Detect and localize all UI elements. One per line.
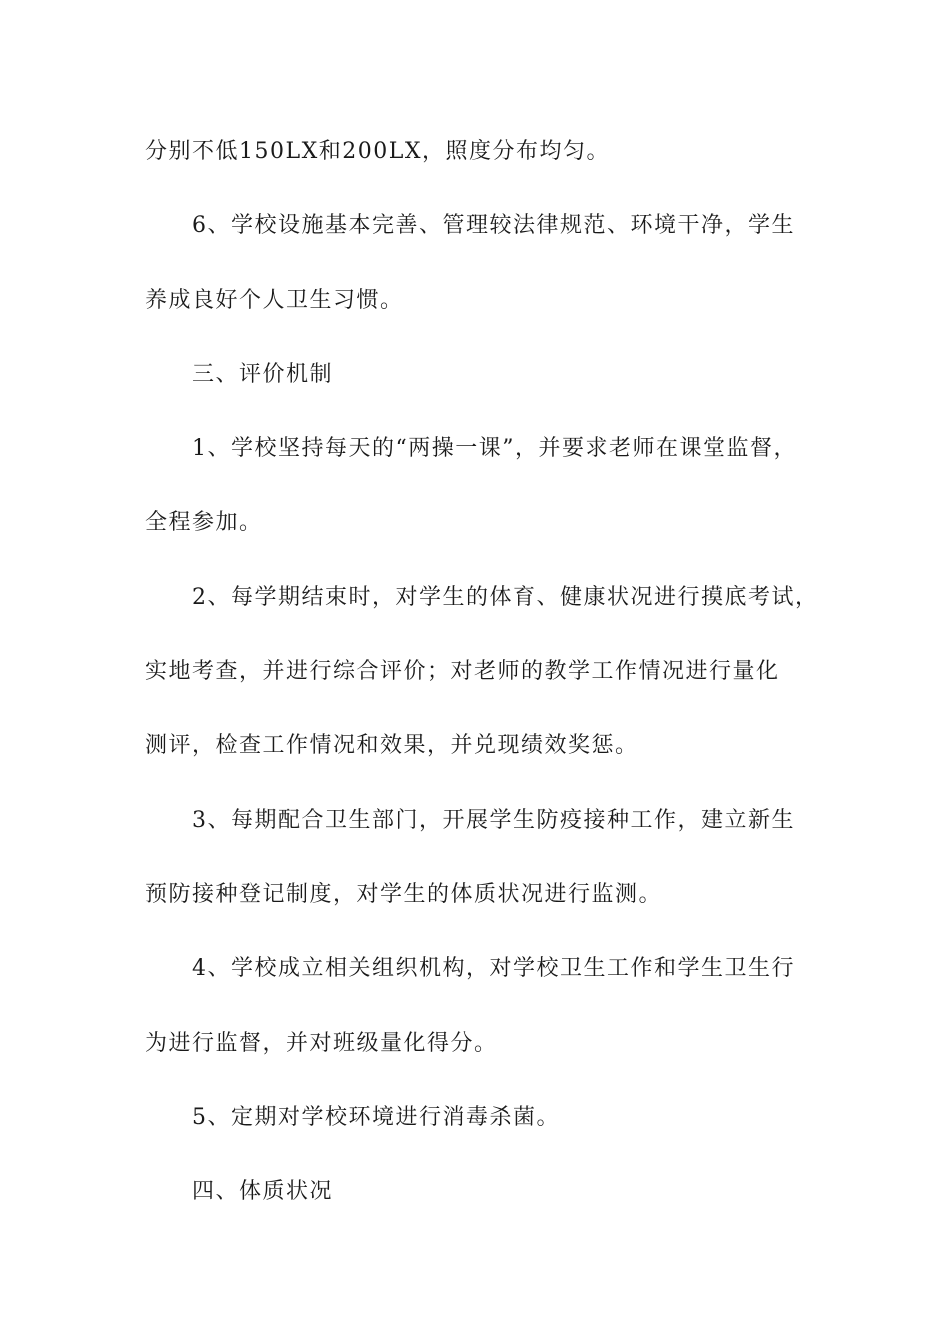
paragraph-line: 6、学校设施基本完善、管理较法律规范、环境干净，学生 bbox=[192, 213, 795, 239]
paragraph-line: 3、每期配合卫生部门，开展学生防疫接种工作，建立新生 bbox=[192, 807, 795, 833]
text-line: 实地考查，并进行综合评价；对老师的教学工作情况进行量化 bbox=[145, 659, 780, 685]
text-line: 为进行监督，并对班级量化得分。 bbox=[145, 1030, 498, 1056]
text-line: 分别不低150LX和200LX，照度分布均匀。 bbox=[145, 139, 611, 164]
text-line: 养成良好个人卫生习惯。 bbox=[145, 287, 404, 313]
paragraph-line: 4、学校成立相关组织机构，对学校卫生工作和学生卫生行 bbox=[192, 956, 795, 982]
paragraph-line: 2、每学期结束时，对学生的体育、健康状况进行摸底考试， bbox=[192, 584, 819, 610]
paragraph-line: 5、定期对学校环境进行消毒杀菌。 bbox=[192, 1104, 560, 1130]
text-line: 测评，检查工作情况和效果，并兑现绩效奖惩。 bbox=[145, 733, 639, 759]
document-body bbox=[145, 130, 819, 1244]
section-heading: 三、评价机制 bbox=[192, 361, 334, 387]
text-line: 全程参加。 bbox=[145, 510, 263, 536]
section-heading: 四、体质状况 bbox=[192, 1179, 334, 1205]
text-line: 预防接种登记制度，对学生的体质状况进行监测。 bbox=[145, 881, 663, 907]
paragraph-line: 1、学校坚持每天的“两操一课”，并要求老师在课堂监督， bbox=[192, 436, 797, 462]
